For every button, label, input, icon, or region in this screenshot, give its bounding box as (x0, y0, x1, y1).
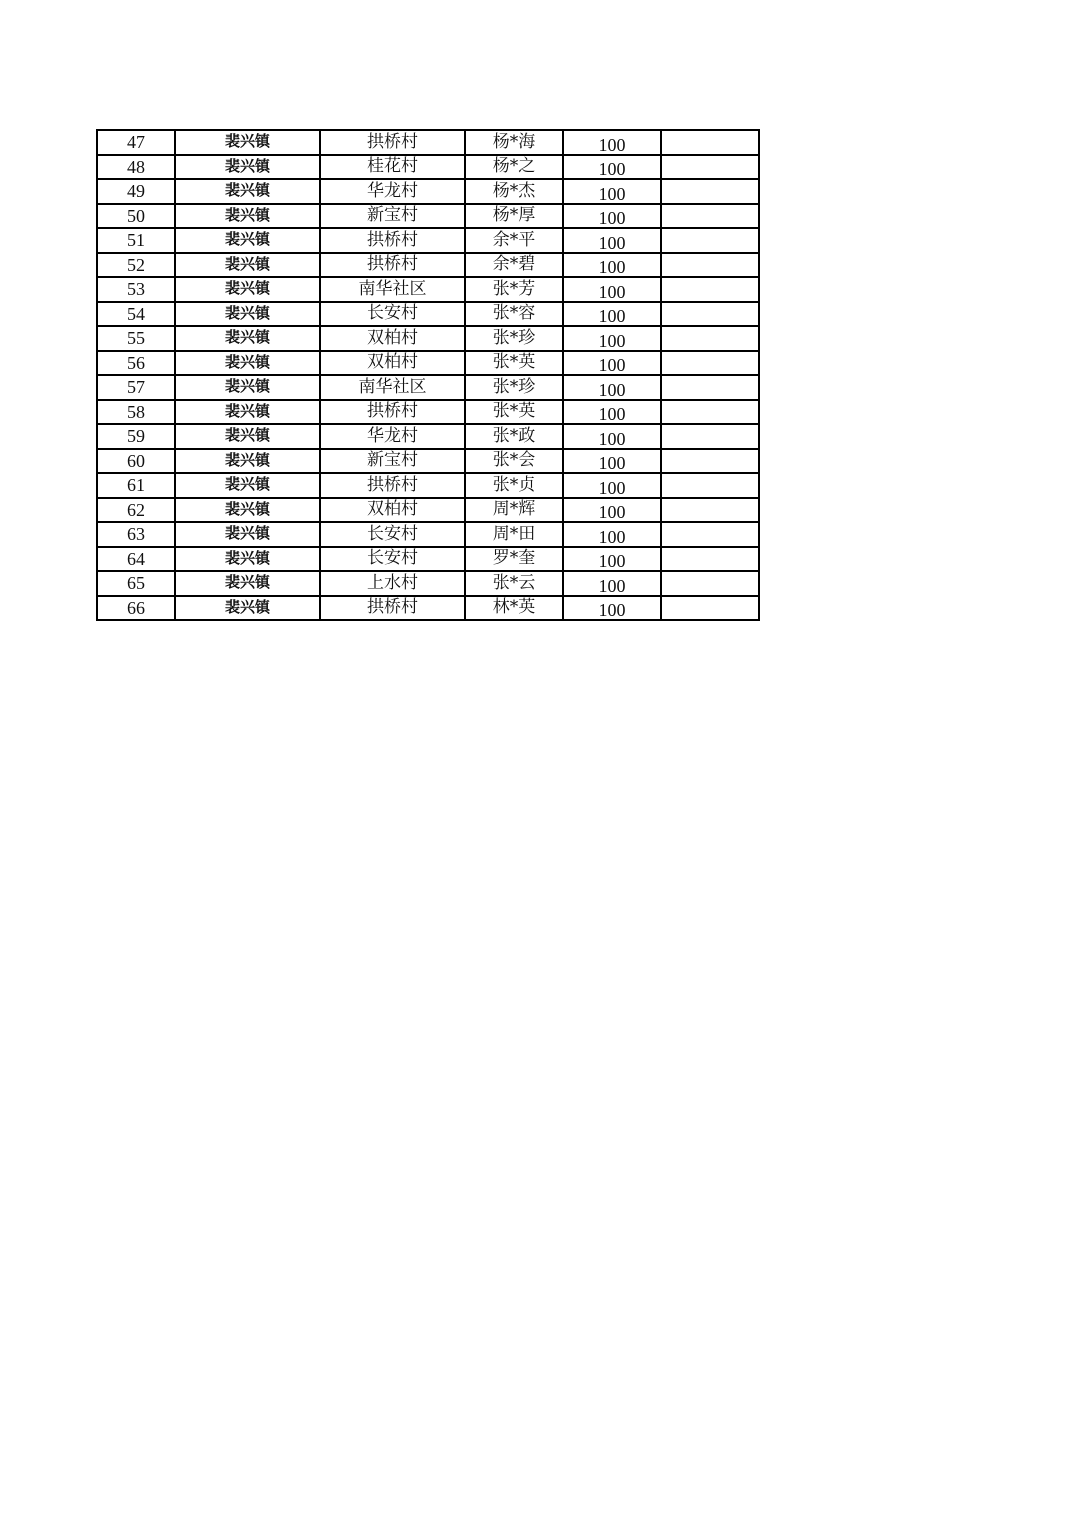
note-cell (661, 522, 759, 547)
town-cell: 裴兴镇 (175, 253, 320, 278)
town-cell: 裴兴镇 (175, 351, 320, 376)
person-name-cell: 杨*海 (465, 130, 563, 155)
table-row (97, 400, 759, 425)
village-cell: 拱桥村 (320, 400, 465, 425)
note-cell (661, 277, 759, 302)
table-row (97, 424, 759, 449)
town-cell: 裴兴镇 (175, 155, 320, 180)
table-row (97, 498, 759, 523)
row-number-cell: 62 (97, 498, 175, 523)
row-number-cell: 64 (97, 547, 175, 572)
table-row (97, 449, 759, 474)
town-cell: 裴兴镇 (175, 400, 320, 425)
town-cell: 裴兴镇 (175, 375, 320, 400)
recipient-table (96, 129, 760, 621)
person-name-cell: 杨*厚 (465, 204, 563, 229)
amount-cell: 100 (563, 155, 661, 180)
town-cell: 裴兴镇 (175, 571, 320, 596)
note-cell (661, 375, 759, 400)
row-number-cell: 53 (97, 277, 175, 302)
person-name-cell: 杨*之 (465, 155, 563, 180)
table-row (97, 571, 759, 596)
town-cell: 裴兴镇 (175, 179, 320, 204)
row-number-cell: 56 (97, 351, 175, 376)
row-number-cell: 61 (97, 473, 175, 498)
village-cell: 拱桥村 (320, 253, 465, 278)
person-name-cell: 张*容 (465, 302, 563, 327)
note-cell (661, 179, 759, 204)
amount-cell: 100 (563, 204, 661, 229)
table-row (97, 351, 759, 376)
amount-cell: 100 (563, 302, 661, 327)
person-name-cell: 余*碧 (465, 253, 563, 278)
person-name-cell: 张*英 (465, 351, 563, 376)
amount-cell: 100 (563, 473, 661, 498)
town-cell: 裴兴镇 (175, 326, 320, 351)
village-cell: 桂花村 (320, 155, 465, 180)
village-cell: 拱桥村 (320, 473, 465, 498)
note-cell (661, 228, 759, 253)
town-cell: 裴兴镇 (175, 302, 320, 327)
amount-cell: 100 (563, 547, 661, 572)
person-name-cell: 余*平 (465, 228, 563, 253)
row-number-cell: 51 (97, 228, 175, 253)
amount-cell: 100 (563, 375, 661, 400)
person-name-cell: 林*英 (465, 596, 563, 621)
note-cell (661, 351, 759, 376)
village-cell: 双柏村 (320, 351, 465, 376)
town-cell: 裴兴镇 (175, 228, 320, 253)
note-cell (661, 473, 759, 498)
row-number-cell: 63 (97, 522, 175, 547)
person-name-cell: 周*田 (465, 522, 563, 547)
village-cell: 拱桥村 (320, 228, 465, 253)
village-cell: 长安村 (320, 302, 465, 327)
amount-cell: 100 (563, 449, 661, 474)
person-name-cell: 张*英 (465, 400, 563, 425)
person-name-cell: 周*辉 (465, 498, 563, 523)
table-row (97, 547, 759, 572)
row-number-cell: 57 (97, 375, 175, 400)
note-cell (661, 155, 759, 180)
town-cell: 裴兴镇 (175, 547, 320, 572)
amount-cell: 100 (563, 571, 661, 596)
village-cell: 上水村 (320, 571, 465, 596)
note-cell (661, 596, 759, 621)
note-cell (661, 400, 759, 425)
person-name-cell: 张*珍 (465, 326, 563, 351)
note-cell (661, 547, 759, 572)
village-cell: 新宝村 (320, 449, 465, 474)
table-row (97, 155, 759, 180)
table-row (97, 204, 759, 229)
amount-cell: 100 (563, 326, 661, 351)
note-cell (661, 253, 759, 278)
table-row (97, 522, 759, 547)
amount-cell: 100 (563, 351, 661, 376)
village-cell: 拱桥村 (320, 596, 465, 621)
table-row (97, 179, 759, 204)
table-row (97, 130, 759, 155)
town-cell: 裴兴镇 (175, 449, 320, 474)
table-body (97, 130, 759, 620)
village-cell: 华龙村 (320, 424, 465, 449)
village-cell: 南华社区 (320, 375, 465, 400)
village-cell: 双柏村 (320, 326, 465, 351)
table-row (97, 326, 759, 351)
town-cell: 裴兴镇 (175, 204, 320, 229)
amount-cell: 100 (563, 424, 661, 449)
amount-cell: 100 (563, 498, 661, 523)
row-number-cell: 49 (97, 179, 175, 204)
village-cell: 新宝村 (320, 204, 465, 229)
person-name-cell: 罗*奎 (465, 547, 563, 572)
amount-cell: 100 (563, 253, 661, 278)
row-number-cell: 54 (97, 302, 175, 327)
table-row (97, 596, 759, 621)
town-cell: 裴兴镇 (175, 473, 320, 498)
table-row (97, 473, 759, 498)
village-cell: 南华社区 (320, 277, 465, 302)
row-number-cell: 66 (97, 596, 175, 621)
row-number-cell: 65 (97, 571, 175, 596)
town-cell: 裴兴镇 (175, 522, 320, 547)
person-name-cell: 杨*杰 (465, 179, 563, 204)
note-cell (661, 130, 759, 155)
amount-cell: 100 (563, 130, 661, 155)
note-cell (661, 204, 759, 229)
village-cell: 华龙村 (320, 179, 465, 204)
person-name-cell: 张*会 (465, 449, 563, 474)
row-number-cell: 50 (97, 204, 175, 229)
note-cell (661, 449, 759, 474)
note-cell (661, 302, 759, 327)
village-cell: 长安村 (320, 522, 465, 547)
row-number-cell: 52 (97, 253, 175, 278)
table-row (97, 253, 759, 278)
row-number-cell: 48 (97, 155, 175, 180)
town-cell: 裴兴镇 (175, 596, 320, 621)
note-cell (661, 424, 759, 449)
note-cell (661, 326, 759, 351)
amount-cell: 100 (563, 596, 661, 621)
table-row (97, 375, 759, 400)
row-number-cell: 55 (97, 326, 175, 351)
amount-cell: 100 (563, 179, 661, 204)
person-name-cell: 张*芳 (465, 277, 563, 302)
row-number-cell: 60 (97, 449, 175, 474)
table-row (97, 277, 759, 302)
person-name-cell: 张*政 (465, 424, 563, 449)
table-row (97, 302, 759, 327)
town-cell: 裴兴镇 (175, 130, 320, 155)
amount-cell: 100 (563, 228, 661, 253)
row-number-cell: 47 (97, 130, 175, 155)
note-cell (661, 498, 759, 523)
person-name-cell: 张*珍 (465, 375, 563, 400)
amount-cell: 100 (563, 522, 661, 547)
amount-cell: 100 (563, 400, 661, 425)
row-number-cell: 58 (97, 400, 175, 425)
person-name-cell: 张*云 (465, 571, 563, 596)
row-number-cell: 59 (97, 424, 175, 449)
village-cell: 双柏村 (320, 498, 465, 523)
note-cell (661, 571, 759, 596)
person-name-cell: 张*贞 (465, 473, 563, 498)
town-cell: 裴兴镇 (175, 498, 320, 523)
amount-cell: 100 (563, 277, 661, 302)
village-cell: 长安村 (320, 547, 465, 572)
town-cell: 裴兴镇 (175, 424, 320, 449)
table-row (97, 228, 759, 253)
village-cell: 拱桥村 (320, 130, 465, 155)
town-cell: 裴兴镇 (175, 277, 320, 302)
